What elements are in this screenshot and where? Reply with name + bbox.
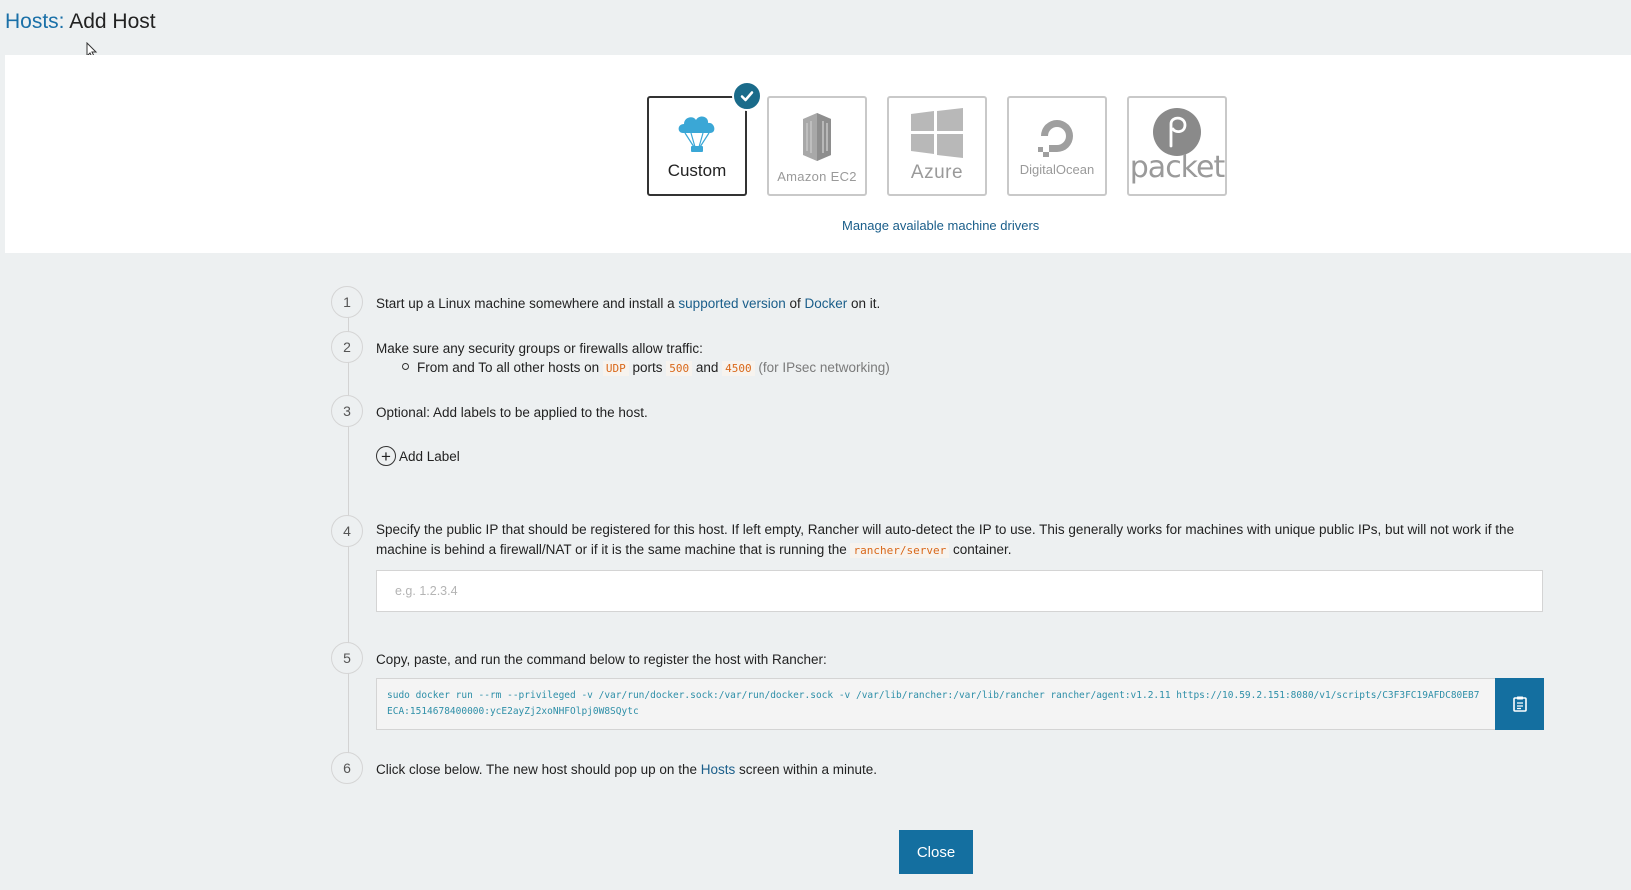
step-6-text [376,760,877,780]
windows-logo-icon [908,108,966,158]
machine-driver-panel [5,55,1631,253]
plus-circle-icon: + [376,446,396,466]
cloud-parachute-icon [675,111,719,157]
copy-command-button[interactable] [1495,678,1544,730]
amazon-ec2-icon [789,109,845,165]
and-word: and [692,360,723,375]
step-5-text: Copy, paste, and run the command below to register the host with Rancher: [376,652,827,667]
breadcrumb-hosts[interactable]: Hosts: [5,10,65,33]
supported-version-link[interactable]: supported version [678,296,786,311]
driver-amazon-ec2-label: Amazon EC2 [777,168,857,184]
registration-command[interactable]: sudo docker run --rm --privileged -v /var/run/docker.sock:/var/run/docker.sock -v /var/lib/rancher:/var/lib/rancher rancher/agent:v1.2.11 https://10.59.2.151:8080/v1/scripts/C3F3FC19AFDC80EB7ECA:1514678400000:ycE2ayZj2xoNHFOlpj0W8SQytc [376,678,1496,730]
step-4-text-post: container. [949,542,1012,557]
port-500-code: 500 [666,361,692,376]
bullet-text-pre: From and To all other hosts on [417,360,603,375]
step-6-text-post: screen within a minute. [735,762,878,777]
driver-custom[interactable] [647,96,747,196]
driver-packet-label: packet [1129,149,1225,185]
step-4-text [376,520,1546,561]
driver-digitalocean[interactable] [1007,96,1107,196]
add-label-button[interactable] [376,446,460,466]
driver-azure[interactable] [887,96,987,196]
step-3-text: Optional: Add labels to be applied to the host. [376,405,648,420]
hosts-link[interactable]: Hosts [700,762,736,777]
driver-custom-label: Custom [667,161,727,180]
manage-drivers-link[interactable]: Manage available machine drivers [842,218,1040,233]
step-number: 2 [331,331,363,363]
add-label-text: Add Label [399,448,460,464]
step-1-text-post: on it. [847,296,881,311]
protocol-code: UDP [603,361,629,376]
step-number: 4 [331,515,363,547]
driver-amazon-ec2[interactable] [767,96,867,196]
digitalocean-logo-icon [1035,116,1079,158]
step-6-text-pre: Click close below. The new host should pop up on the [376,762,701,777]
step-2-text: Make sure any security groups or firewalls allow traffic: [376,341,703,356]
close-button[interactable]: Close [899,830,973,874]
driver-azure-label: Azure [910,162,964,183]
selected-check-icon [732,81,762,111]
page-title-text: Add Host [69,10,156,33]
port-4500-code: 4500 [722,361,755,376]
ipsec-note: (for IPsec networking) [754,360,890,375]
page-title [5,10,156,34]
ports-word: ports [628,360,667,375]
driver-packet[interactable] [1127,96,1227,196]
docker-link[interactable]: Docker [804,296,848,311]
step-4-text-pre: Specify the public IP that should be registered for this host. If left empty, Rancher will auto-detect the IP to use. This generally works for machines with unique public IPs, but will not work if the machine is behind a firewall/NAT or if it is the same machine that is running the [376,522,1515,557]
step-1-text [376,294,880,314]
bullet-circle-icon [402,363,409,370]
step-1-text-pre: Start up a Linux machine somewhere and install a [376,296,679,311]
step-2-bullet [402,358,890,379]
driver-digitalocean-label: DigitalOcean [1019,161,1095,177]
step-number: 5 [331,642,363,674]
public-ip-input[interactable] [376,570,1543,612]
clipboard-icon [1513,696,1527,712]
rancher-server-code: rancher/server [850,543,949,558]
step-1-text-mid: of [785,296,805,311]
step-number: 6 [331,752,363,784]
packet-logo-icon [1151,108,1203,156]
step-number: 1 [331,286,363,318]
step-number: 3 [331,395,363,427]
driver-list [647,96,1227,196]
